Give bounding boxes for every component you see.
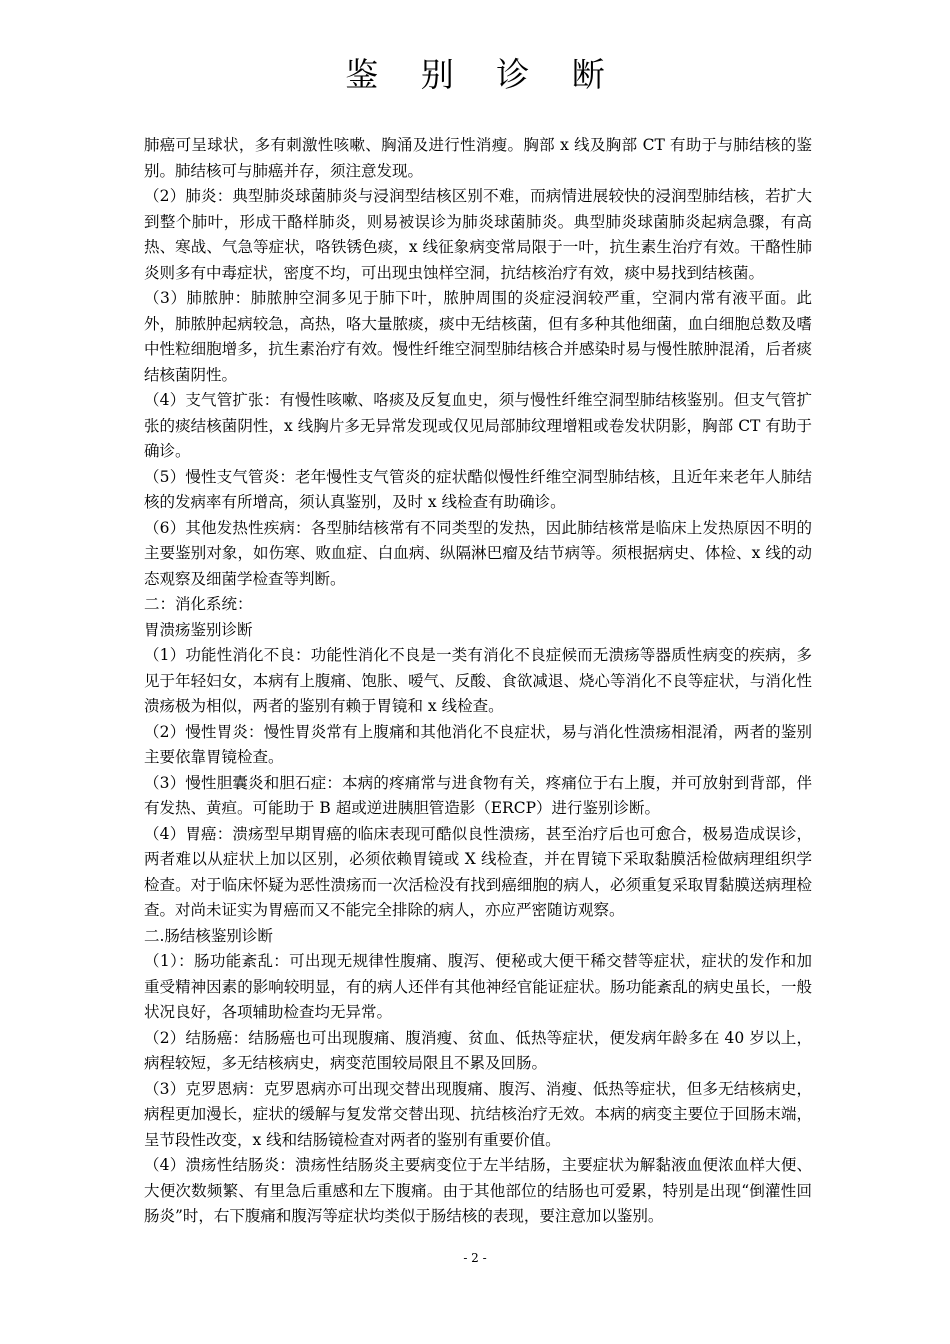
paragraph: （5）慢性支气管炎：老年慢性支气管炎的症状酷似慢性纤维空洞型肺结核，且近年来老年人肺结核的发病率有所增高，须认真鉴别，及时 x 线检查有助确诊。 <box>144 467 812 511</box>
paragraph: （3）肺脓肿：肺脓肿空洞多见于肺下叶，脓肿周围的炎症浸润较严重，空洞内常有液平面。此外，肺脓肿起病较急，高热，咯大量脓痰，痰中无结核菌，但有多种其他细菌，血白细胞总数及嗜中性粒细胞增多，抗生素治疗有效。慢性纤维空洞型肺结核合并感染时易与慢性脓肿混淆，后者痰结核菌阴性。 <box>144 289 812 384</box>
paragraph: （4）支气管扩张：有慢性咳嗽、咯痰及反复血史，须与慢性纤维空洞型肺结核鉴别。但支气管扩张的痰结核菌阴性，x 线胸片多无异常发现或仅见局部肺纹理增粗或卷发状阴影，胸部 CT 有助于确诊。 <box>144 391 812 460</box>
page-number: - 2 - <box>463 1251 487 1265</box>
paragraph: （3）慢性胆囊炎和胆石症：本病的疼痛常与进食物有关，疼痛位于右上腹，并可放射到背部，伴有发热、黄疸。可能助于 B 超或逆进胰胆管造影（ERCP）进行鉴别诊断。 <box>144 773 812 817</box>
paragraph: （1）功能性消化不良：功能性消化不良是一类有消化不良症候而无溃疡等器质性病变的疾病，多见于年轻妇女，本病有上腹痛、饱胀、嗳气、反酸、食欲减退、烧心等消化不良等症状，与消化性溃疡极为相似，两者的鉴别有赖于胃镜和 x 线检查。 <box>144 646 812 715</box>
section-heading: 胃溃疡鉴别诊断 <box>144 620 253 639</box>
paragraph: （1）：肠功能紊乱：可出现无规律性腹痛、腹泻、便秘或大便干稀交替等症状，症状的发作和加重受精神因素的影响较明显，有的病人还伴有其他神经官能证症状。肠功能紊乱的病史虽长，一般状况良好，各项辅助检查均无异常。 <box>144 952 812 1021</box>
paragraph: （2）肺炎：典型肺炎球菌肺炎与浸润型结核区别不难，而病情进展较快的浸润型肺结核，若扩大到整个肺叶，形成干酪样肺炎，则易被误诊为肺炎球菌肺炎。典型肺炎球菌肺炎起病急骤，有高热、寒战、气急等症状，咯铁锈色痰，x 线征象病变常局限于一叶，抗生素生治疗有效。干酪性肺炎则多有中毒症状，密度不均，可出现虫蚀样空洞，抗结核治疗有效，痰中易找到结核菌。 <box>144 187 812 282</box>
paragraph: （2）慢性胃炎：慢性胃炎常有上腹痛和其他消化不良症状，易与消化性溃疡相混淆，两者的鉴别主要依靠胃镜检查。 <box>144 722 812 766</box>
paragraph: （3）克罗恩病：克罗恩病亦可出现交替出现腹痛、腹泻、消瘦、低热等症状，但多无结核病史，病程更加漫长，症状的缓解与复发常交替出现、抗结核治疗无效。本病的病变主要位于回肠末端，呈节段性改变，x 线和结肠镜检查对两者的鉴别有重要价值。 <box>144 1079 812 1149</box>
paragraph: （6）其他发热性疾病：各型肺结核常有不同类型的发热，因此肺结核常是临床上发热原因不明的主要鉴别对象，如伤寒、败血症、白血病、纵隔淋巴瘤及结节病等。须根据病史、体检、x 线的动态观察及细菌学检查等判断。 <box>144 518 812 588</box>
page-title: 鉴 别 诊 断 <box>345 55 621 94</box>
paragraph: （2）结肠癌：结肠癌也可出现腹痛、腹消瘦、贫血、低热等症状，便发病年龄多在 40 岁以上，病程较短，多无结核病史，病变范围较局限且不累及回肠。 <box>144 1028 812 1072</box>
section-heading: 二：消化系统： <box>144 595 253 613</box>
paragraph: 肺癌可呈球状，多有刺激性咳嗽、胸涌及进行性消瘦。胸部 x 线及胸部 CT 有助于与肺结核的鉴别。肺结核可与肺癌并存，须注意发现。 <box>144 136 812 180</box>
section-heading: 二.肠结核鉴别诊断 <box>144 926 273 945</box>
paragraph: （4）胃癌：溃疡型早期胃癌的临床表现可酷似良性溃疡，甚至治疗后也可愈合，极易造成误诊，两者难以从症状上加以区别，必须依赖胃镜或 X 线检查，并在胃镜下采取黏膜活检做病理组织学检查。对于临床怀疑为恶性溃疡而一次活检没有找到癌细胞的病人，必须重复采取胃黏膜送病理检查。对尚未证实为胃癌而又不能完全排除的病人，亦应严密随访观察。 <box>144 824 812 919</box>
paragraph: （4）溃疡性结肠炎：溃疡性结肠炎主要病变位于左半结肠，主要症状为解黏液血便浓血样大便、大便次数频繁、有里急后重感和左下腹痛。由于其他部位的结肠也可爱累，特别是出现“倒灌性回肠炎”时，右下腹痛和腹泻等症状均类似于肠结核的表现，要注意加以鉴别。 <box>144 1156 812 1225</box>
document-body <box>144 133 812 1230</box>
